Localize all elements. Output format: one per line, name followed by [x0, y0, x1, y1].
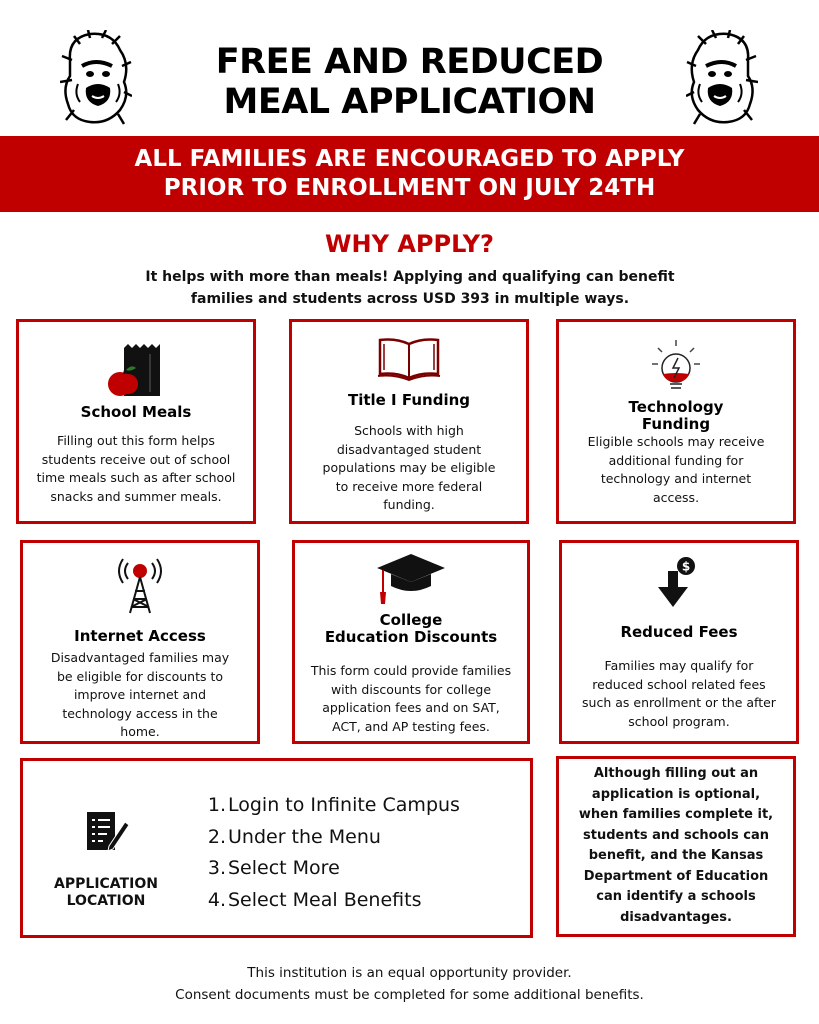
- card-body-line: application fees and on SAT,: [322, 700, 500, 715]
- intro-line-2: families and students across USD 393 in multiple ways.: [190, 291, 630, 307]
- card-body: [31, 649, 249, 742]
- card-body: [567, 433, 785, 507]
- card-title-i-funding: [289, 319, 529, 524]
- application-location-label: [31, 876, 181, 910]
- card-body-line: technology access in the: [62, 705, 218, 721]
- card-body-line: improve internet and: [73, 687, 207, 702]
- intro-line-1: It helps with more than meals! Applying and qualifying can benefit: [145, 269, 675, 285]
- document-pencil-icon: [83, 808, 131, 854]
- card-title-line: Title I Funding: [347, 391, 471, 409]
- footer-line-1: This institution is an equal opportunity provider.: [247, 965, 572, 981]
- why-apply-intro: [90, 266, 730, 310]
- card-body-line: technology and internet: [600, 471, 752, 486]
- card-body-line: snacks and summer meals.: [50, 488, 222, 504]
- card-title-line: Funding: [641, 415, 711, 433]
- card-body-line: Families may qualify for: [604, 658, 754, 673]
- card-body-line: access.: [652, 489, 700, 505]
- gorilla-mascot-right: [686, 30, 758, 128]
- card-body-line: ACT, and AP testing fees.: [332, 718, 490, 734]
- card-title: [296, 392, 522, 409]
- lunch-bag-apple-icon: [104, 344, 168, 400]
- note-line: Although filling out an: [593, 766, 759, 781]
- card-body-line: additional funding for: [608, 452, 744, 468]
- step-number: 4.: [207, 888, 226, 911]
- step-text: Under the Menu: [228, 825, 381, 848]
- open-book-icon: [376, 336, 442, 382]
- card-body: [27, 432, 245, 506]
- card-body-line: Disadvantaged families may: [50, 650, 230, 665]
- card-title: [566, 624, 792, 641]
- card-body-line: such as enrollment or the after: [582, 695, 776, 710]
- step-item: [206, 885, 460, 917]
- note-line: disadvantages.: [620, 909, 732, 925]
- step-text: Login to Infinite Campus: [228, 794, 460, 816]
- card-body-line: Filling out this form helps: [57, 433, 215, 448]
- why-apply-heading: WHY APPLY?: [325, 230, 494, 258]
- card-body: [300, 422, 518, 515]
- note-line: students and schools can: [583, 827, 769, 843]
- note-line: can identify a schools: [596, 889, 756, 904]
- graduation-cap-icon: [375, 552, 447, 608]
- dollar-down-arrow-icon: [656, 555, 702, 609]
- enrollment-banner: [0, 136, 819, 212]
- note-line: Department of Education: [583, 868, 769, 884]
- card-body-line: students receive out of school: [41, 451, 231, 467]
- application-location-box: [20, 758, 533, 938]
- card-internet-access: [20, 540, 260, 744]
- step-number: 3.: [207, 857, 226, 879]
- radio-tower-icon: [116, 557, 164, 615]
- note-line: when families complete it,: [578, 807, 774, 822]
- card-reduced-fees: [559, 540, 799, 744]
- card-title: [299, 612, 523, 646]
- card-body: [303, 662, 519, 736]
- card-body-line: time meals such as after school: [36, 470, 236, 485]
- card-technology-funding: [556, 319, 796, 524]
- card-body-line: school program.: [628, 713, 730, 729]
- card-body-line: funding.: [383, 497, 435, 512]
- card-title-line: Internet Access: [74, 627, 206, 645]
- card-title-line: College: [379, 611, 443, 629]
- card-title: [27, 628, 253, 645]
- card-body-line: be eligible for discounts to: [56, 668, 224, 684]
- lightbulb-icon: [648, 338, 704, 394]
- step-item: [206, 790, 460, 822]
- card-title-line: Education Discounts: [324, 628, 498, 646]
- card-body-line: This form could provide families: [310, 663, 512, 678]
- card-title-line: Reduced Fees: [620, 623, 738, 641]
- application-label-line: LOCATION: [66, 893, 146, 909]
- svg-text:$: $: [681, 559, 691, 574]
- card-body-line: home.: [120, 724, 160, 739]
- step-number: 1.: [207, 794, 226, 816]
- note-line: benefit, and the Kansas: [588, 848, 764, 863]
- card-title: [563, 399, 789, 433]
- step-text: Select More: [228, 857, 340, 879]
- card-title-line: School Meals: [80, 403, 192, 421]
- title-line-2: MEAL APPLICATION: [223, 82, 596, 122]
- page-title: [150, 42, 669, 122]
- footer: [0, 962, 819, 1006]
- step-item: [206, 822, 460, 854]
- application-steps: [206, 790, 460, 916]
- card-college-education-discounts: [292, 540, 530, 744]
- footer-line-2: Consent documents must be completed for some additional benefits.: [175, 987, 644, 1003]
- card-body-line: reduced school related fees: [592, 676, 766, 692]
- title-line-1: FREE AND REDUCED: [215, 42, 604, 82]
- card-body-line: disadvantaged student: [336, 441, 482, 457]
- card-body-line: Schools with high: [354, 423, 464, 438]
- step-text: Select Meal Benefits: [228, 888, 422, 911]
- banner-line-1: ALL FAMILIES ARE ENCOURAGED TO APPLY: [134, 146, 685, 172]
- step-item: [206, 853, 460, 885]
- banner-line-2: PRIOR TO ENROLLMENT ON JULY 24TH: [163, 175, 656, 201]
- card-title: [23, 404, 249, 421]
- gorilla-mascot-left: [60, 30, 132, 128]
- step-number: 2.: [207, 825, 226, 848]
- card-title-line: Technology: [628, 398, 724, 416]
- note-line: application is optional,: [591, 786, 761, 802]
- card-body-line: with discounts for college: [330, 681, 492, 697]
- card-body-line: Eligible schools may receive: [587, 434, 765, 449]
- application-label-line: APPLICATION: [54, 876, 158, 892]
- card-body-line: populations may be eligible: [322, 460, 496, 475]
- card-body: [570, 657, 788, 731]
- optional-application-note: [556, 756, 796, 937]
- card-body-line: to receive more federal: [335, 478, 483, 494]
- card-school-meals: [16, 319, 256, 524]
